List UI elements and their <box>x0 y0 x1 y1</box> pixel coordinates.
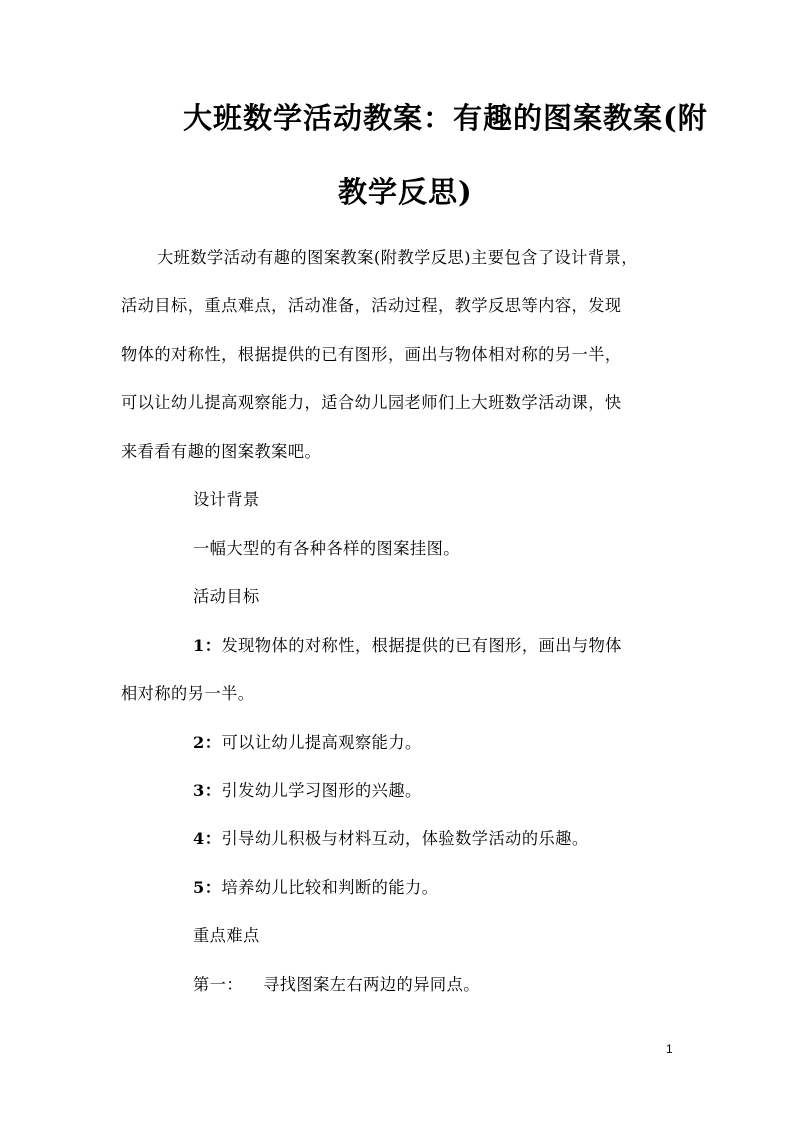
document-title-line-2: 教学反思) <box>338 175 473 209</box>
goal-text-4: 引导幼儿积极与材料互动，体验数学活动的乐趣。 <box>221 829 589 848</box>
goal-number-4: 4： <box>193 829 222 848</box>
intro-line-3: 物体的对称性，根据提供的已有图形，画出与物体相对称的另一半， <box>121 345 622 364</box>
goal-text-3: 引发幼儿学习图形的兴趣。 <box>221 781 422 800</box>
section-heading-goals: 活动目标 <box>193 587 260 606</box>
goal-number-5: 5： <box>193 878 222 897</box>
intro-line-4: 可以让幼儿提高观察能力，适合幼儿园老师们上大班数学活动课，快 <box>121 393 622 412</box>
key-point-first-label: 第一： <box>193 975 244 994</box>
intro-line-1: 大班数学活动有趣的图案教案(附教学反思)主要包含了设计背景， <box>157 248 638 267</box>
goal-text-5: 培养幼儿比较和判断的能力。 <box>221 878 439 897</box>
goal-text-1: 发现物体的对称性，根据提供的已有图形，画出与物体 <box>221 636 622 655</box>
goal-item-5 <box>193 874 753 898</box>
goal-item-1 <box>193 632 753 656</box>
goal-number-3: 3： <box>193 781 222 800</box>
goal-number-2: 2： <box>193 733 222 752</box>
background-text: 一幅大型的有各种各样的图案挂图。 <box>193 539 460 558</box>
key-point-first <box>193 971 753 995</box>
section-heading-key-points: 重点难点 <box>193 926 260 945</box>
document-title-line-1: 大班数学活动教案：有趣的图案教案(附 <box>183 101 708 135</box>
intro-line-5: 来看看有趣的图案教案吧。 <box>121 442 322 461</box>
goal-item-4 <box>193 825 753 849</box>
section-heading-background: 设计背景 <box>193 490 260 509</box>
goal-item-1-continued: 相对称的另一半。 <box>121 684 255 703</box>
goal-text-2: 可以让幼儿提高观察能力。 <box>221 733 422 752</box>
goal-item-2 <box>193 729 753 753</box>
intro-line-2: 活动目标，重点难点，活动准备，活动过程，教学反思等内容，发现 <box>121 296 622 315</box>
goal-number-1: 1： <box>193 636 222 655</box>
goal-item-3 <box>193 777 753 801</box>
page-number: 1 <box>666 1042 673 1056</box>
key-point-first-text: 寻找图案左右两边的异同点。 <box>263 975 480 994</box>
